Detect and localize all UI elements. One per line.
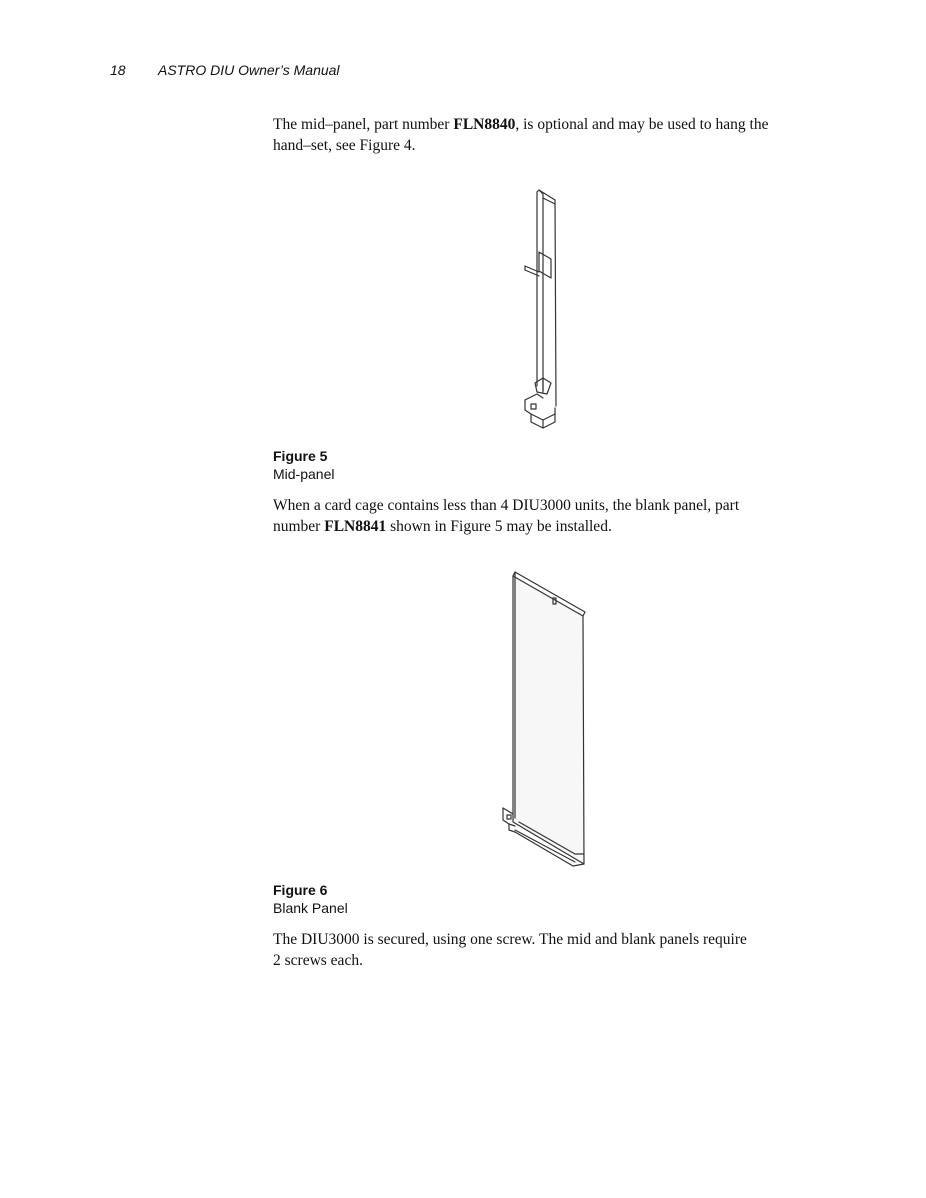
paragraph-mid-panel xyxy=(273,114,818,156)
paragraph-blank-panel xyxy=(273,495,818,537)
paragraph-line: 2 screws each. xyxy=(273,952,363,969)
text-run: The mid–panel, part number xyxy=(273,116,454,133)
paragraph-screws xyxy=(273,929,818,971)
figure-title: Blank Panel xyxy=(273,900,348,916)
part-number: FLN8841 xyxy=(324,518,387,535)
figure-title: Mid-panel xyxy=(273,466,335,482)
drawing-line xyxy=(503,808,513,814)
drawing-line xyxy=(507,815,511,819)
paragraph-line: hand–set, see Figure 4. xyxy=(273,137,416,154)
figure-6-caption xyxy=(273,881,348,917)
text-run: number xyxy=(273,518,325,535)
drawing-line xyxy=(525,394,543,400)
drawing-line xyxy=(539,252,551,278)
page-header xyxy=(110,62,340,78)
figure-5-caption xyxy=(273,447,334,483)
figure-number: Figure 5 xyxy=(273,448,328,464)
figure-number: Figure 6 xyxy=(273,882,328,898)
paragraph-line xyxy=(273,516,818,537)
paragraph-line xyxy=(273,114,818,135)
text-run: , is optional and may be used to hang the xyxy=(515,116,769,133)
drawing-line xyxy=(509,824,515,826)
part-number: FLN8840 xyxy=(453,116,516,133)
manual-title: ASTRO DIU Owner’s Manual xyxy=(158,62,340,78)
paragraph-line: The DIU3000 is secured, using one screw. The mid and blank panels require xyxy=(273,931,747,948)
paragraph-line: When a card cage contains less than 4 DIU3000 units, the blank panel, part xyxy=(273,497,740,514)
drawing-line xyxy=(513,576,584,864)
text-run: shown in Figure 5 may be installed. xyxy=(386,518,612,535)
drawing-line xyxy=(539,190,556,406)
page-number: 18 xyxy=(110,62,126,78)
drawing-line xyxy=(531,414,555,420)
mid-panel-drawing xyxy=(515,186,575,436)
drawing-line xyxy=(525,400,555,428)
drawing-line xyxy=(531,404,536,409)
blank-panel-drawing xyxy=(495,568,595,878)
